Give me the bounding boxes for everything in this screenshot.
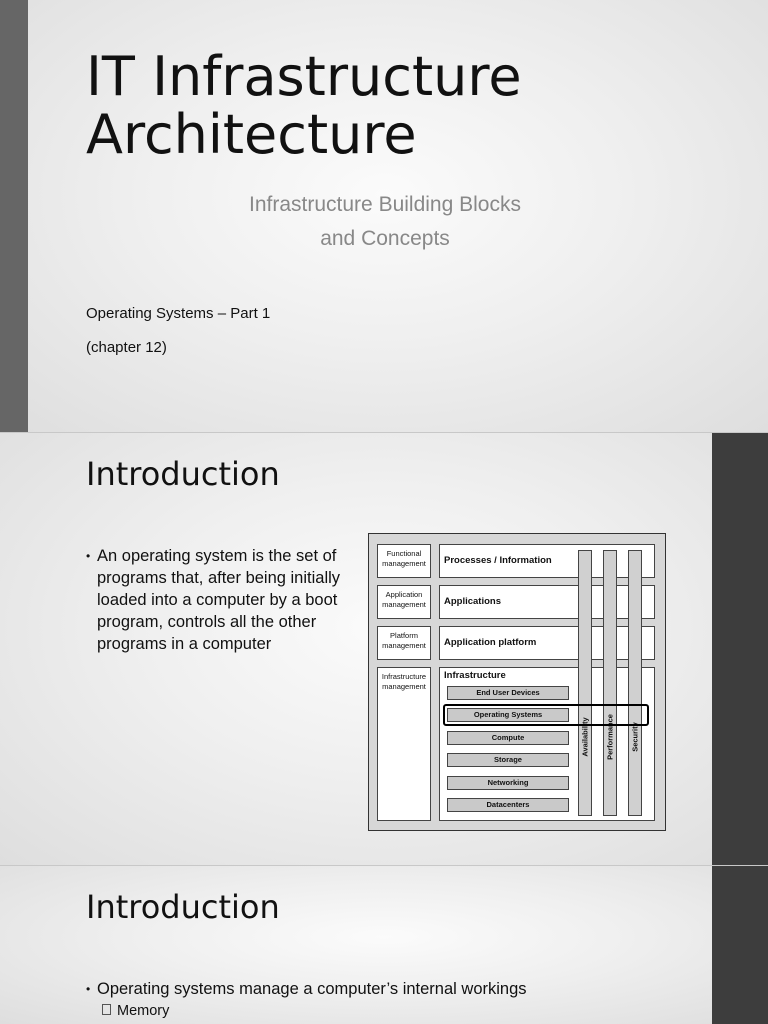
infrastructure-label: Infrastructure [444,670,506,681]
slide-title [86,45,522,166]
slide-heading: Introduction [86,455,280,493]
bullet-item [86,978,646,1000]
bullet-icon: • [86,982,91,996]
sub-bullet-text: Memory [117,1003,170,1019]
accent-bar-right [712,433,768,865]
performance-label: Performance [605,714,615,760]
intro-slide [0,433,768,865]
quality-bar-availability [578,550,592,816]
bullet-text: Operating systems manage a computer’s internal workings [97,980,527,998]
block-datacenters: Datacenters [447,798,569,812]
bullet-text: An operating system is the set of programs that, after being initially loaded into a computer by a boot program, controls all the other programs in a computer [97,547,341,653]
mgmt-functional: Functional management [377,544,431,578]
accent-bar-left [0,0,28,432]
bullet-item [86,545,358,655]
security-label: Security [630,722,640,752]
mgmt-platform: Platform management [377,626,431,660]
subtitle-line-1: Infrastructure Building Blocks [249,193,521,216]
availability-label: Availability [580,717,590,757]
infrastructure-model-diagram [368,533,666,831]
sub-bullet-icon [102,1004,111,1015]
sub-bullet-item [102,1003,169,1019]
operating-systems-highlight [443,704,649,726]
block-end-user-devices: End User Devices [447,686,569,700]
quality-bar-performance [603,550,617,816]
block-storage: Storage [447,753,569,767]
slide-heading: Introduction [86,888,280,926]
mgmt-application: Application management [377,585,431,619]
bullet-icon: • [86,549,91,563]
chapter-text: (chapter 12) [86,339,167,356]
layer-processes: Processes / Information [439,544,655,578]
block-operating-systems: Operating Systems [447,708,569,722]
quality-bar-security [628,550,642,816]
block-compute: Compute [447,731,569,745]
title-line-2: Architecture [86,103,417,166]
topic-text: Operating Systems – Part 1 [86,305,271,322]
title-slide [0,0,768,432]
subtitle-line-2: and Concepts [320,227,450,250]
accent-bar-right [712,866,768,1024]
intro-slide-2 [0,866,768,1024]
slide-subtitle [190,188,580,256]
layer-applications: Applications [439,585,655,619]
block-networking: Networking [447,776,569,790]
layer-application-platform: Application platform [439,626,655,660]
title-line-1: IT Infrastructure [86,45,522,108]
mgmt-infrastructure: Infrastructure management [377,667,431,821]
